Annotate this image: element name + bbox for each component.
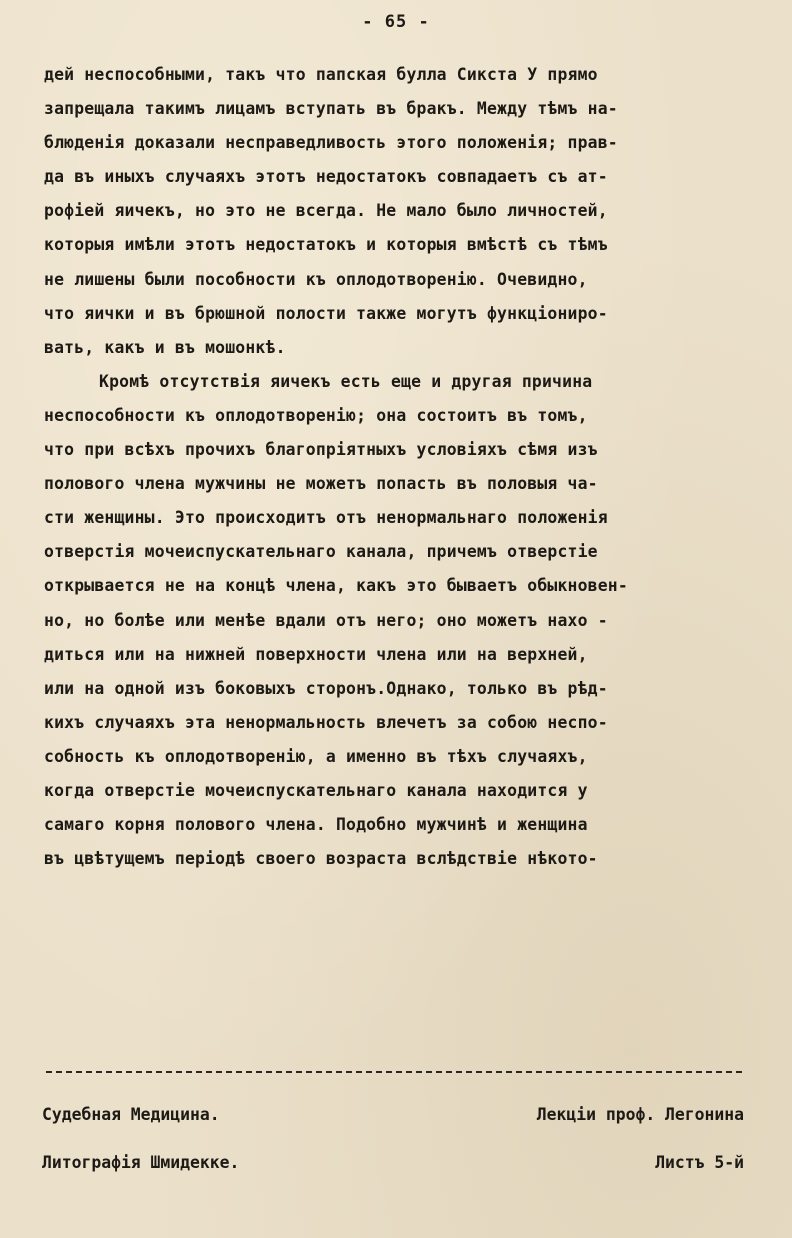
text-line: неспособности къ оплодотворенію; она состоитъ въ томъ, (44, 405, 588, 425)
text-line: рофіей яичекъ, но это не всегда. Не мало было личностей, (44, 201, 608, 221)
text-line: диться или на нижней поверхности члена или на верхней, (44, 644, 588, 664)
course-title: Судебная Медицина. (42, 1105, 220, 1124)
paragraph-1 (44, 58, 754, 365)
footer-row-1 (42, 1100, 752, 1130)
text-line: которыя имѣли этотъ недостатокъ и которыя вмѣстѣ съ тѣмъ (44, 235, 608, 255)
text-line: полового члена мужчины не можетъ попасть въ половыя ча- (44, 474, 598, 494)
text-line: когда отверстіе мочеиспускательнаго канала находится у (44, 780, 588, 800)
footer-row-2 (42, 1148, 752, 1178)
text-line: отверстія мочеиспускательнаго канала, причемъ отверстіе (44, 542, 598, 562)
text-line: открывается не на концѣ члена, какъ это бываетъ обыкновен- (44, 576, 628, 596)
lecturer: Лекціи проф. Легонина (536, 1105, 744, 1124)
text-line: самаго корня полового члена. Подобно мужчинѣ и женщина (44, 815, 588, 835)
page-number: - 65 - (362, 12, 430, 32)
text-line: да въ иныхъ случаяхъ этотъ недостатокъ совпадаетъ съ ат- (44, 167, 608, 187)
text-line: въ цвѣтущемъ періодѣ своего возраста вслѣдствіе нѣкото- (44, 849, 598, 869)
text-line: не лишены были пособности къ оплодотворенію. Очевидно, (44, 269, 588, 289)
footer-divider (46, 1071, 742, 1073)
text-line: собность къ оплодотворенію, а именно въ тѣхъ случаяхъ, (44, 746, 588, 766)
body-text (44, 58, 754, 876)
text-line: дей неспособными, такъ что папская булла Сикста У прямо (44, 65, 598, 84)
text-line: что при всѣхъ прочихъ благопріятныхъ условіяхъ сѣмя изъ (44, 440, 598, 460)
text-line: что яички и въ брюшной полости также могутъ функціониро- (44, 303, 608, 323)
text-line: блюденія доказали несправедливость этого положенія; прав- (44, 133, 618, 153)
text-line: но, но болѣе или менѣе вдали отъ него; оно можетъ нахо - (44, 610, 608, 630)
text-line: запрещала такимъ лицамъ вступать въ бракъ. Между тѣмъ на- (44, 99, 618, 119)
sheet-number: Листъ 5-й (655, 1153, 744, 1172)
text-line: сти женщины. Это происходитъ отъ ненормальнаго положенія (44, 508, 608, 528)
text-line: или на одной изъ боковыхъ сторонъ.Однако, только въ рѣд- (44, 678, 608, 698)
printer: Литографія Шмидекке. (42, 1153, 240, 1172)
text-line: кихъ случаяхъ эта ненормальность влечетъ за собою неспо- (44, 712, 608, 732)
text-line: Кромѣ отсутствія яичекъ есть еще и другая причина (99, 371, 593, 391)
paragraph-2 (44, 365, 754, 876)
text-line: вать, какъ и въ мошонкѣ. (44, 337, 286, 357)
